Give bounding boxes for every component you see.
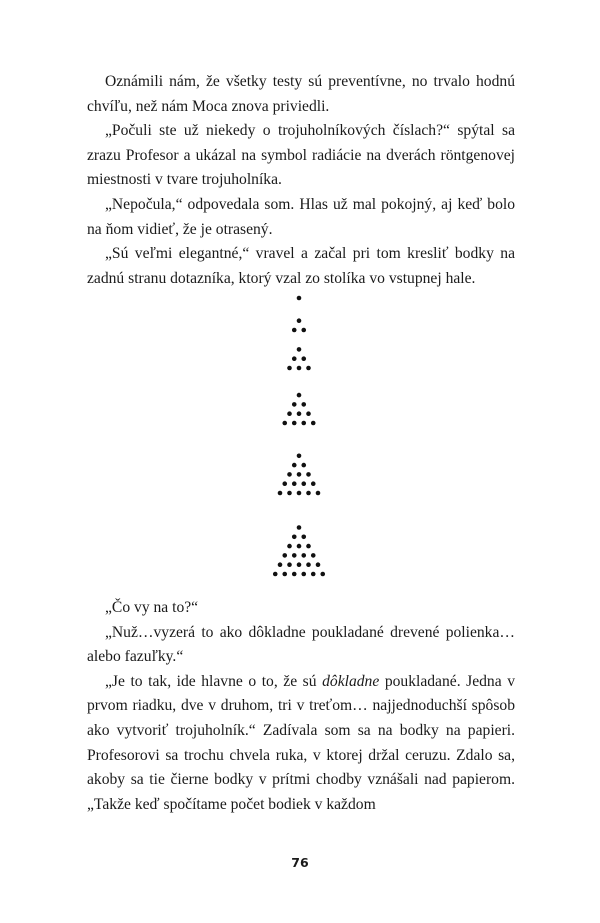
dot <box>301 421 306 426</box>
dot <box>297 366 302 371</box>
dot <box>311 481 316 486</box>
dot <box>316 491 321 496</box>
dot <box>311 421 316 426</box>
dot <box>297 347 302 352</box>
triangle-6 <box>287 347 311 370</box>
dot <box>287 411 292 416</box>
dot <box>306 544 311 549</box>
triangle-15 <box>278 454 321 496</box>
dot <box>282 572 287 577</box>
dot <box>297 393 302 398</box>
dot <box>287 472 292 477</box>
paragraph <box>87 670 515 818</box>
dot <box>297 454 302 459</box>
dot <box>306 491 311 496</box>
dot <box>306 472 311 477</box>
dot <box>297 491 302 496</box>
dot <box>320 572 325 577</box>
dot <box>297 472 302 477</box>
dot <box>292 402 297 407</box>
dot <box>306 411 311 416</box>
dot <box>301 356 306 361</box>
dot <box>297 544 302 549</box>
paragraph: „Nuž…vyzerá to ako dôkladne poukladané drevené polienka… alebo fazuľky.“ <box>87 623 515 666</box>
text-block-bottom <box>87 596 515 817</box>
dot <box>306 366 311 371</box>
dot <box>306 562 311 567</box>
dot <box>292 535 297 540</box>
dot <box>297 525 302 530</box>
paragraph-text: „Je to tak, ide hlavne o to, že sú <box>105 672 323 690</box>
dot <box>311 572 316 577</box>
dot <box>292 553 297 558</box>
triangle-1 <box>297 296 302 301</box>
dot <box>301 328 306 333</box>
dot <box>292 421 297 426</box>
paragraph: Oznámili nám, že všetky testy sú preventívne, no trvalo hodnú chvíľu, než nám Moca znova priviedli. <box>87 73 515 115</box>
dot <box>292 356 297 361</box>
dot <box>292 572 297 577</box>
dot <box>297 411 302 416</box>
dot <box>287 562 292 567</box>
dot <box>282 421 287 426</box>
dot <box>301 553 306 558</box>
dot <box>311 553 316 558</box>
dot <box>301 535 306 540</box>
dot <box>301 572 306 577</box>
dot <box>301 402 306 407</box>
triangle-21 <box>273 525 325 576</box>
paragraph: „Čo vy na to?“ <box>105 599 199 616</box>
dot <box>316 562 321 567</box>
triangle-10 <box>282 393 315 426</box>
paragraph: „Nepočula,“ odpovedala som. Hlas už mal pokojný, aj keď bolo na ňom vidieť, že je otrasený. <box>87 195 515 238</box>
dot <box>297 318 302 323</box>
dot <box>297 296 302 301</box>
dot <box>287 544 292 549</box>
dot <box>273 572 278 577</box>
dot <box>297 562 302 567</box>
dot <box>282 481 287 486</box>
dot <box>292 328 297 333</box>
dot <box>301 463 306 468</box>
page-number: 76 <box>291 855 309 870</box>
dot <box>287 491 292 496</box>
dot <box>292 463 297 468</box>
dot <box>282 553 287 558</box>
paragraph-text: poukladané. Jedna v prvom riadku, dve v druhom, tri v treťom… najjednoduchší spôsob ako vytvoriť trojuholník.“ Zadívala som sa na bodky na papieri. Profesorovi sa trochu chvela ruka, v ktorej držal ceruzu. Zdalo sa, akoby sa tie čierne bodky v prítmi chodby vznášali nad papierom. „Takže keď spočítame počet bodiek v každom <box>87 672 515 813</box>
paragraph: „Počuli ste už niekedy o trojuholníkových číslach?“ spýtal sa zrazu Profesor a ukázal na symbol radiácie na dverách röntgenovej miestnosti v tvare trojuholníka. <box>87 122 515 189</box>
dot <box>278 491 283 496</box>
emphasized-word: dôkladne <box>322 672 380 690</box>
dot <box>287 366 292 371</box>
dot <box>278 562 283 567</box>
paragraph: „Sú veľmi elegantné,“ vravel a začal pri tom kresliť bodky na zadnú stranu dotazníka, ktorý vzal zo stolíka vo vstupnej hale. <box>87 245 515 287</box>
triangle-3 <box>292 318 306 332</box>
dot <box>292 481 297 486</box>
dot <box>301 481 306 486</box>
